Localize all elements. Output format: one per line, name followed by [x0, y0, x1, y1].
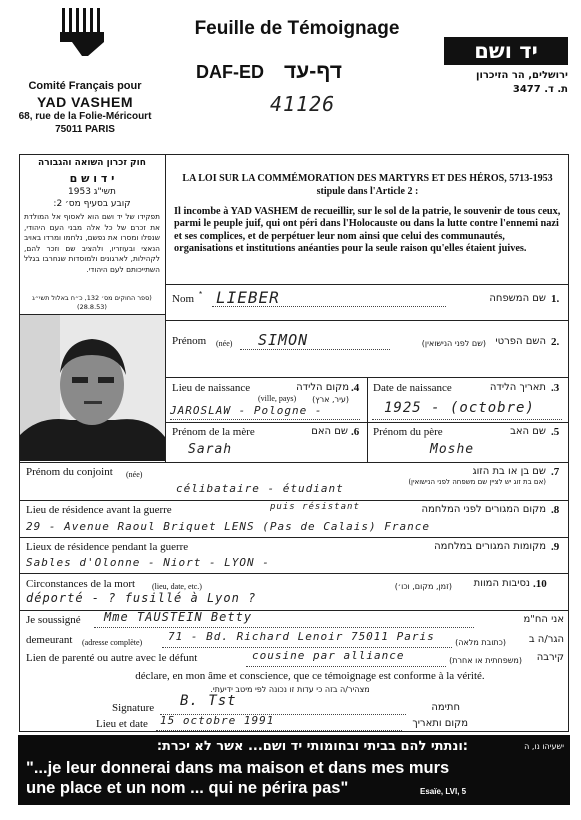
handwritten-number: 41126 — [270, 92, 336, 116]
signature-label: Signature — [112, 702, 155, 714]
law-hebrew-footer: (ספר החוקים מס׳ 132, כ״ח באלול תשי״ג (28.8.53) — [32, 294, 152, 311]
address-hebrew-note: (כתובת מלאה) — [455, 638, 506, 647]
row-number-5: .5 — [551, 426, 560, 438]
residence-value[interactable]: 29 - Avenue Raoul Briquet LENS (Pas de Calais) France — [26, 520, 430, 533]
relationship-label: Lien de parenté ou autre avec le défunt — [26, 652, 198, 664]
daf-ed-hebrew: דף-עד — [284, 60, 342, 83]
footer-french-ref: Esaïe, LVI, 5 — [420, 787, 467, 796]
declaration-hebrew-text: מצהיר/ה בזה כי עדות זו נכונה לפי מיטב ידיעתי. — [210, 685, 370, 694]
death-circumstances-value[interactable]: déporté - ? fusillé à Lyon ? — [26, 591, 257, 605]
row-number-4: .4 — [351, 382, 360, 394]
address-value[interactable]: 71 - Bd. Richard Lenoir 75011 Paris — [168, 630, 435, 643]
nom-value[interactable]: LIEBER — [216, 288, 280, 307]
row-number-2: 2. — [551, 336, 560, 348]
address-note: (adresse complète) — [82, 638, 143, 647]
signature-value[interactable]: B. Tst — [180, 693, 237, 709]
witness-label: Je soussigné — [26, 614, 81, 626]
mother-hebrew-label: שם האם — [311, 426, 348, 437]
prenom-hebrew-note: (שם לפני הנישואין) — [421, 339, 486, 348]
spouse-hebrew-note: (אם בת זוג יש לציין שם משפחה לפני הנישואין) — [408, 478, 546, 486]
footer-hebrew-ref: ישעיהו נו, ה — [524, 742, 564, 751]
mother-value[interactable]: Sarah — [188, 442, 233, 457]
residence-hebrew-label: מקום המגורים לפני המלחמה — [421, 504, 546, 515]
prenom-label: Prénom — [172, 335, 207, 347]
law-french-title: LA LOI SUR LA COMMÉMORATION DES MARTYRS ET DES HÉROS, 5713-1953 — [182, 173, 553, 184]
spouse-hebrew-label: שם בן או בת הזוג — [472, 466, 546, 477]
law-french-body: Il incombe à YAD VASHEM de recueillir, sur le sol de la patrie, le souvenir de tous ceux, parmi le peuple juif, qui ont péri dans l'Holocauste ou dans la lutte contre l'ennemi nazi et ses complices, et de perpétuer leur nom ainsi que celui des communautés, organisations et institutions anéanties pour la seule raison qu'elles étaient juives. — [174, 206, 561, 254]
committee-label: Comité Français pour — [28, 80, 142, 92]
declaration-text: déclare, en mon âme et conscience, que ce témoignage est conforme à la vérité. — [135, 670, 485, 682]
spouse-note: (née) — [126, 470, 143, 479]
place-date-hebrew-label: מקום ותאריך — [412, 718, 468, 729]
nom-label: Nom — [172, 293, 194, 305]
death-circumstances-note: (lieu, date, etc.) — [152, 582, 202, 591]
row-number-7: .7 — [551, 466, 560, 478]
death-hebrew-note: (זמן, מקום, וכו׳) — [394, 582, 452, 591]
law-hebrew-body: תפקידו של יד ושם הוא לאסוף אל המולדת את זכרם של כל אלה מבני העם היהודי, שנפלו ומסרו את נפשם, נלחמו ומרדו באויב הנאצי ובעוזריו, ולהציב שם וזכר להם, לקהילות, לארגונים ולמוסדות שנחרבו בגלל השתייכותם לעם היהודי. — [24, 212, 160, 274]
yad-vashem-logo-icon — [58, 6, 114, 58]
mother-label: Prénom de la mère — [172, 426, 255, 438]
yad-vashem-label: YAD VASHEM — [36, 94, 134, 110]
row-number-10: .10 — [533, 578, 547, 590]
relationship-hebrew-note: (משפחתית או אחרת) — [449, 656, 522, 665]
hebrew-city: ירושלים, הר הזיכרון — [476, 70, 568, 81]
row-number-9: .9 — [551, 541, 560, 553]
birthplace-hebrew-note: (עיר, ארץ) — [312, 395, 349, 404]
footer-hebrew-verse: :ונתתי להם בביתי ובחומותי יד ושם... אשר לא יכרת: — [156, 739, 468, 754]
witness-value[interactable]: Mme TAUSTEIN Betty — [104, 610, 253, 624]
daf-ed-label: DAF-ED — [196, 62, 264, 82]
address-line-1: 68, rue de la Folie-Méricourt — [18, 111, 152, 122]
father-hebrew-label: שם האב — [510, 426, 546, 437]
signature-hebrew-label: חתימה — [431, 702, 460, 713]
law-french-subtitle: stipule dans l'Article 2 : — [316, 186, 419, 197]
page-title: Feuille de Témoignage — [194, 18, 400, 39]
residence-insert[interactable]: puis résistant — [270, 502, 360, 512]
witness-hebrew-label: אני הח"מ — [523, 614, 564, 625]
row-number-3: .3 — [551, 382, 560, 394]
birthplace-label: Lieu de naissance — [172, 382, 251, 394]
portrait-photo — [20, 315, 165, 461]
place-date-value[interactable]: 15 octobre 1991 — [160, 714, 275, 727]
address-line-2: 75011 PARIS — [55, 124, 115, 135]
relationship-value[interactable]: cousine par alliance — [252, 649, 405, 662]
birthdate-value[interactable]: 1925 - (octobre) — [384, 400, 535, 416]
place-date-label: Lieu et date — [96, 718, 148, 730]
death-circumstances-label: Circonstances de la mort — [26, 578, 136, 590]
residence-label: Lieu de résidence avant la guerre — [26, 504, 172, 516]
birthplace-value[interactable]: JAROSLAW - Pologne - — [170, 404, 323, 417]
prenom-hebrew-label: השם הפרטי — [495, 336, 546, 347]
relationship-hebrew-label: קירבה — [536, 652, 564, 663]
spouse-label: Prénom du conjoint — [26, 466, 113, 478]
birthdate-hebrew-label: תאריך הלידה — [489, 382, 546, 393]
wartime-residence-hebrew-label: מקומות המגורים במלחמה — [434, 541, 546, 552]
footer-french-line-2: une place et un nom ... qui ne périra pas" — [26, 779, 349, 797]
hebrew-po-box: ת. ד. 3477 — [512, 84, 568, 95]
law-hebrew-name: י ד ו ש ם — [69, 172, 115, 185]
father-label: Prénom du père — [373, 426, 443, 438]
law-hebrew-clause: קובע בסעיף מס׳ 2: — [53, 199, 131, 209]
law-hebrew-title: חוק זכרון השואה והגבורה — [38, 158, 146, 168]
spouse-value[interactable]: célibataire - étudiant — [176, 482, 344, 495]
birthplace-hebrew-label: מקום הלידה — [296, 382, 349, 393]
hebrew-logo-box: יד ושם — [444, 37, 568, 65]
address-hebrew-label: הגר/ה ב — [528, 634, 564, 645]
death-hebrew-label: נסיבות המוות — [473, 578, 530, 589]
wartime-residence-label: Lieux de résidence pendant la guerre — [26, 541, 189, 553]
nom-asterisk: * — [199, 290, 203, 299]
law-hebrew-year: תשי"ג 1953 — [68, 187, 116, 197]
footer-french-line-1: "...je leur donnerai dans ma maison et dans mes murs — [26, 759, 450, 777]
nom-hebrew-label: שם המשפחה — [489, 293, 546, 304]
row-number-6: .6 — [351, 426, 360, 438]
birthplace-note: (ville, pays) — [258, 394, 297, 403]
father-value[interactable]: Moshe — [430, 442, 475, 457]
address-label: demeurant — [26, 634, 73, 646]
row-number-8: .8 — [551, 504, 560, 516]
wartime-residence-value[interactable]: Sables d'Olonne - Niort - LYON - — [26, 556, 270, 569]
birthdate-label: Date de naissance — [373, 382, 452, 394]
prenom-value[interactable]: SIMON — [258, 331, 309, 349]
row-number-1: 1. — [551, 293, 560, 305]
prenom-note: (née) — [216, 339, 233, 348]
